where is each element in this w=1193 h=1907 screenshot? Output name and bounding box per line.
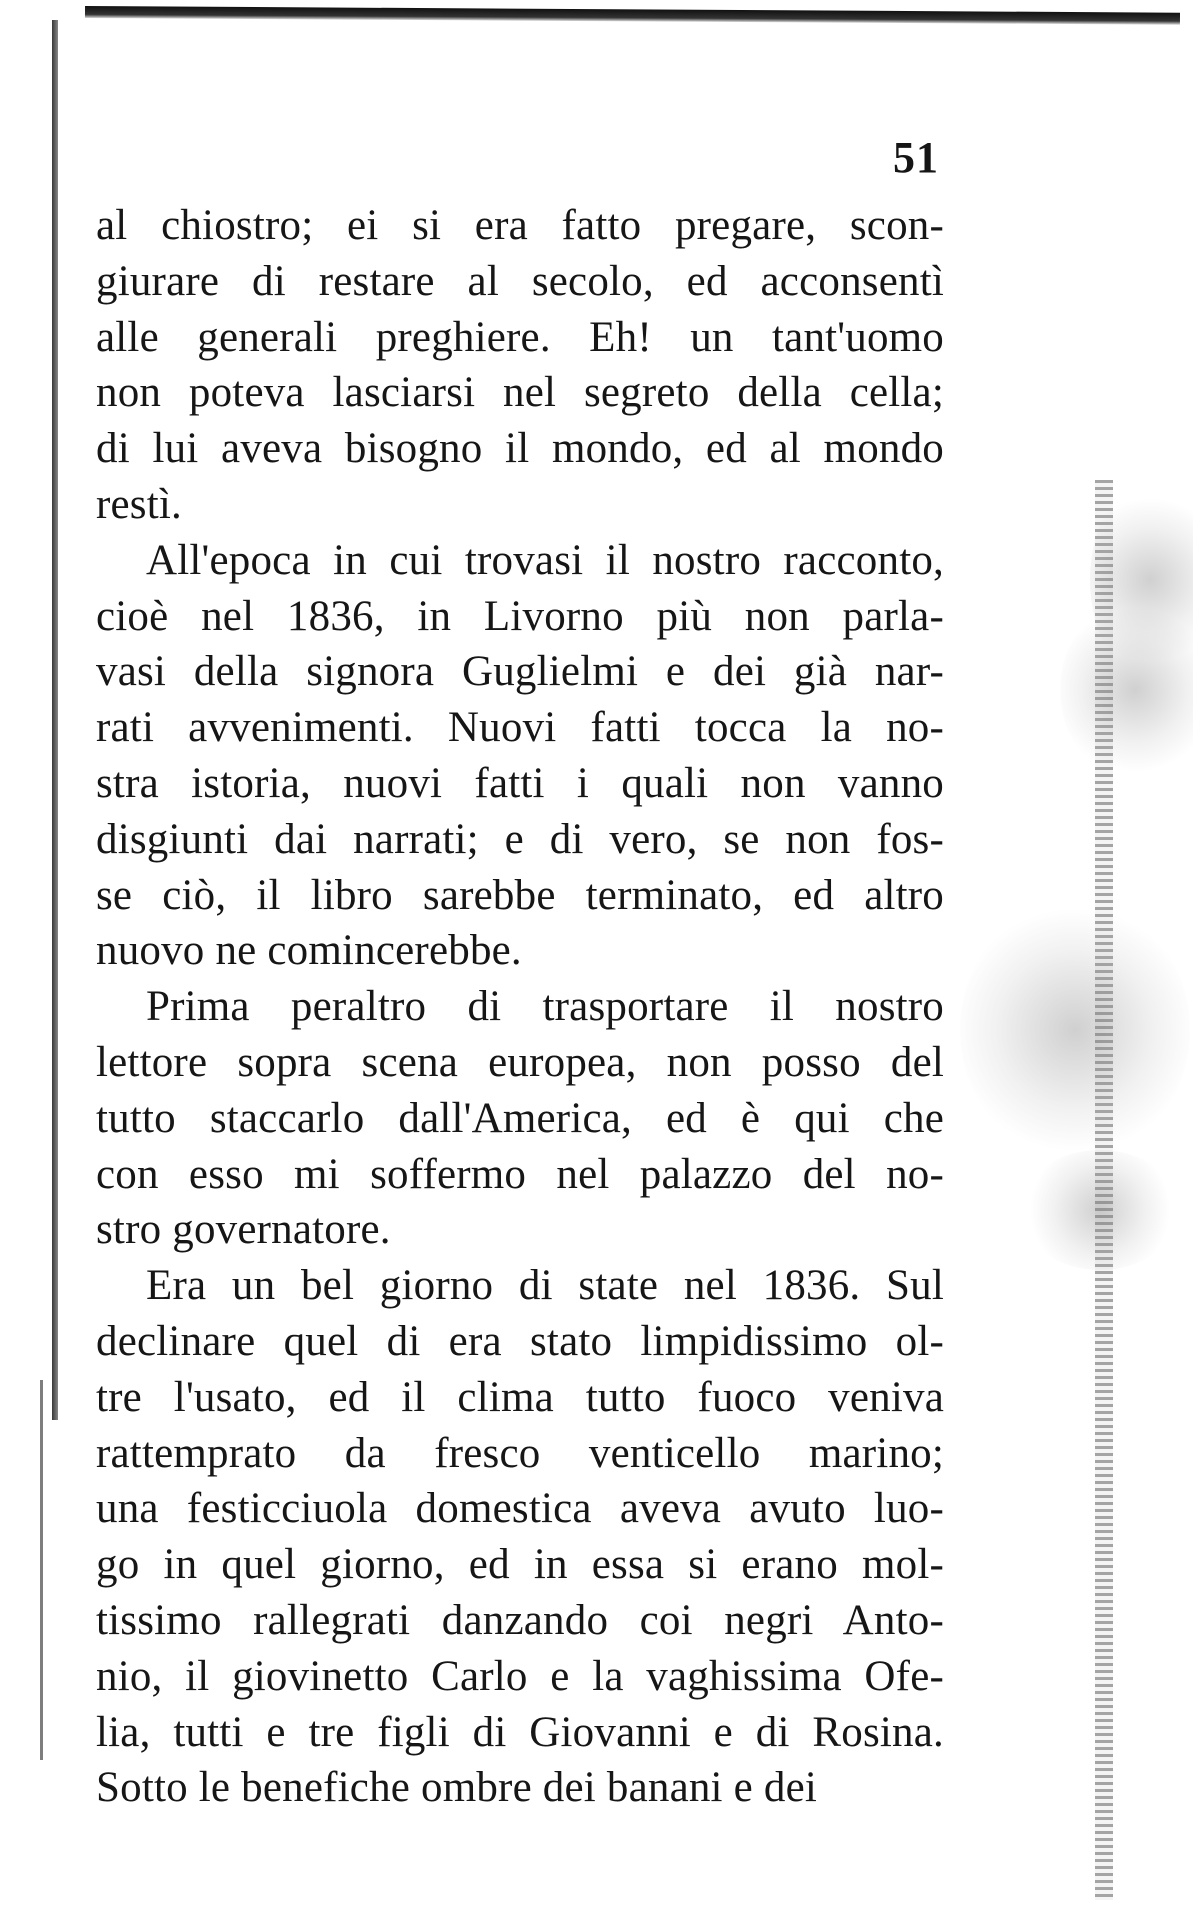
text-line: lettore sopra scena europea, non posso del — [96, 1038, 944, 1086]
text-line: cioè nel 1836, in Livorno più non parla- — [96, 592, 944, 640]
text-line: nuovo ne comincerebbe. — [96, 927, 522, 975]
page-number: 51 — [893, 133, 939, 182]
body-text — [96, 198, 944, 1816]
text-line: rattemprato da fresco venticello marino; — [96, 1429, 944, 1477]
text-line: restì. — [96, 480, 182, 528]
text-line: con esso mi soffermo nel palazzo del no- — [96, 1150, 944, 1198]
text-line: Prima peraltro di trasportare il nostro — [146, 983, 944, 1031]
top-edge-rule — [85, 6, 1180, 25]
left-binding-shadow-lower — [40, 1380, 43, 1760]
text-line: vasi della signora Guglielmi e dei già nar- — [96, 648, 944, 696]
text-line: go in quel giorno, ed in essa si erano mol- — [96, 1541, 944, 1589]
scan-noise-speckle — [960, 900, 1190, 1160]
text-line: All'epoca in cui trovasi il nostro racconto, — [146, 536, 944, 584]
text-line: declinare quel di era stato limpidissimo ol- — [96, 1317, 944, 1365]
text-line: non poteva lasciarsi nel segreto della cella; — [96, 369, 944, 417]
text-line: rati avvenimenti. Nuovi fatti tocca la no- — [96, 704, 944, 752]
text-line: Era un bel giorno di state nel 1836. Sul — [146, 1262, 944, 1310]
text-line: Sotto le benefiche ombre dei banani e dei — [96, 1764, 818, 1812]
text-line: una festicciuola domestica aveva avuto luo- — [96, 1485, 944, 1533]
text-line: se ciò, il libro sarebbe terminato, ed altro — [96, 871, 944, 919]
text-line: di lui aveva bisogno il mondo, ed al mondo — [96, 425, 944, 473]
scan-noise-speckle — [1020, 1150, 1180, 1270]
text-line: tre l'usato, ed il clima tutto fuoco veniva — [96, 1373, 944, 1421]
text-line: giurare di restare al secolo, ed acconsentì — [96, 257, 944, 305]
text-line: tutto staccarlo dall'America, ed è qui che — [96, 1094, 944, 1142]
left-binding-shadow — [52, 20, 58, 1420]
text-line: nio, il giovinetto Carlo e la vaghissima Ofe- — [96, 1652, 944, 1700]
text-line: disgiunti dai narrati; e di vero, se non fos- — [96, 815, 944, 863]
text-line: stro governatore. — [96, 1206, 391, 1254]
text-line: tissimo rallegrati danzando coi negri Anto- — [96, 1596, 944, 1644]
scan-noise-speckle — [1060, 600, 1193, 780]
text-line: lia, tutti e tre figli di Giovanni e di Rosina. — [96, 1708, 944, 1756]
text-line: al chiostro; ei si era fatto pregare, scon- — [96, 202, 944, 249]
text-line: alle generali preghiere. Eh! un tant'uomo — [96, 313, 944, 361]
text-line: stra istoria, nuovi fatti i quali non vanno — [96, 759, 944, 807]
